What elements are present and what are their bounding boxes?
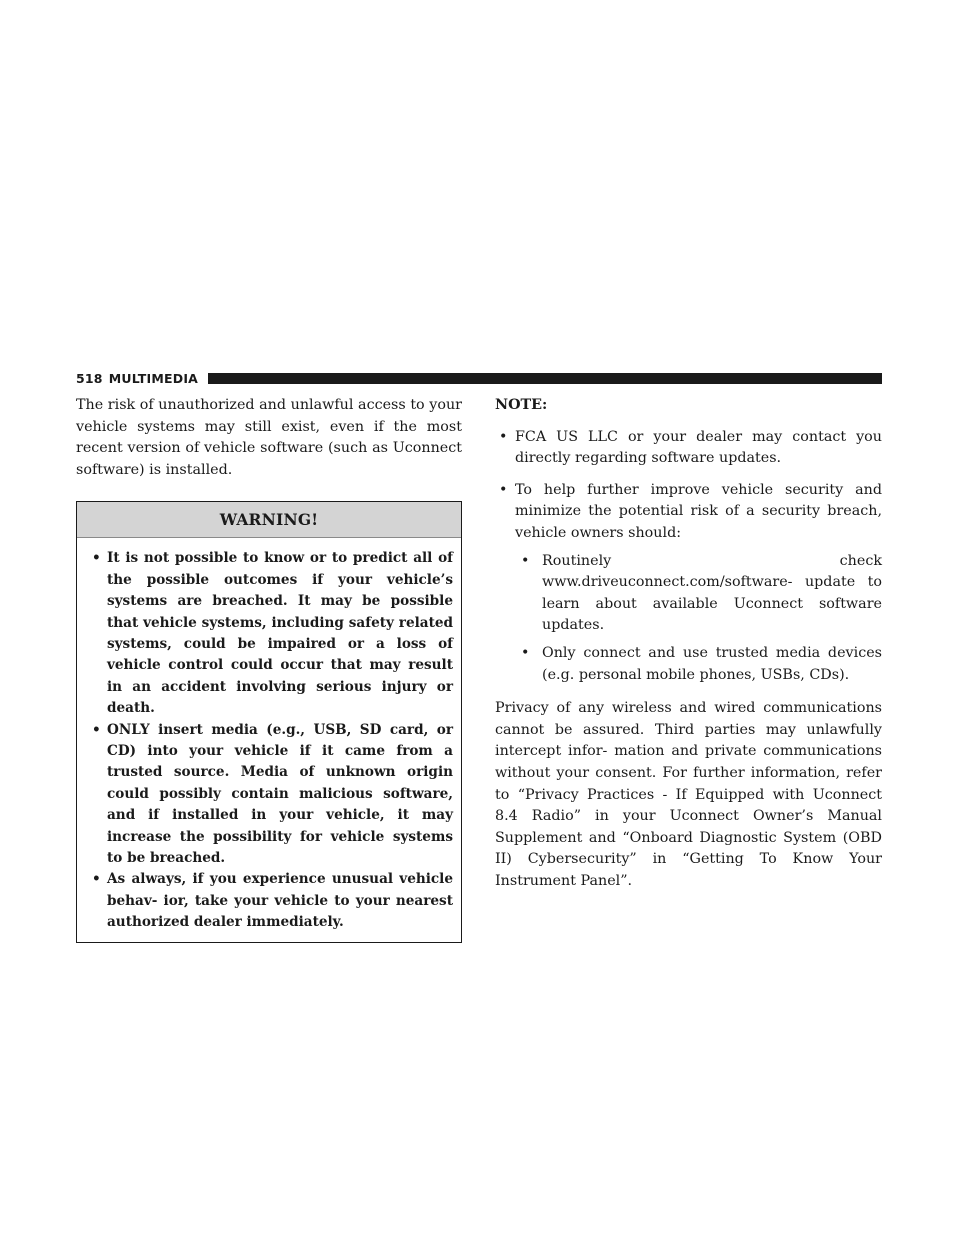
note-sub-item-text: Routinely check www.driveuconnect.com/software- update to learn about available Uconnect software updates. [542,552,882,634]
warning-item-text: As always, if you experience unusual vehicle behav- ior, take your vehicle to your nearest authorized dealer immediately. [107,871,453,931]
warning-title: WARNING! [77,502,461,538]
note-sub-item [515,551,882,637]
bullet-icon: • [92,721,101,738]
intro-paragraph: The risk of unauthorized and unlawful access to your vehicle systems may still exist, even if the most recent version of vehicle software (such as Uconnect software) is installed. [76,397,462,478]
page-header [76,368,882,388]
bullet-icon: • [92,871,101,888]
page-number: 518 [76,370,103,386]
note-item [495,427,882,470]
warning-box [76,501,462,942]
warning-item-text: ONLY insert media (e.g., USB, SD card, or CD) into your vehicle if it came from a trusted source. Media of unknown origin could possibly contain malicious software, and if installed in your vehicle, it may increase the possibility for vehicle systems to be breached. [107,721,453,867]
bullet-icon: • [92,550,101,567]
left-column [76,395,462,943]
warning-item-text: It is not possible to know or to predict all of the possible outcomes if your vehicle’s systems are breached. It may be possible that vehicle systems, including safety related systems, could be impaired or a loss of vehicle control could occur that may result in an accident involving serious injury or death. [107,550,453,717]
note-sub-item [515,643,882,686]
warning-body [77,538,461,941]
privacy-paragraph: Privacy of any wireless and wired communications cannot be assured. Third parties may unlawfully intercept infor- mation and private communications without your consent. For further information, refer to “Privacy Practices - If Equipped with Uconnect 8.4 Radio” in your Uconnect Owner’s Manual Supplement and “Onboard Diagnostic System (OBD II) Cybersecurity” in “Getting To Know Your Instrument Panel”. [495,700,882,889]
note-item [495,480,882,545]
bullet-icon: • [521,644,530,661]
note-item-text: FCA US LLC or your dealer may contact you directly regarding software updates. [515,428,882,467]
warning-item [87,869,453,933]
right-column [495,395,882,892]
note-label: NOTE: [495,397,548,413]
bullet-icon: • [521,552,530,569]
warning-item [87,720,453,870]
note-item-text: To help further improve vehicle security and minimize the potential risk of a security breach, vehicle owners should: [515,481,882,541]
header-rule [208,373,882,384]
bullet-icon: • [499,428,508,445]
note-sub-item-text: Only connect and use trusted media devices (e.g. personal mobile phones, USBs, CDs). [542,644,882,683]
warning-item [87,548,453,719]
bullet-icon: • [499,481,508,498]
section-title: MULTIMEDIA [108,370,199,386]
